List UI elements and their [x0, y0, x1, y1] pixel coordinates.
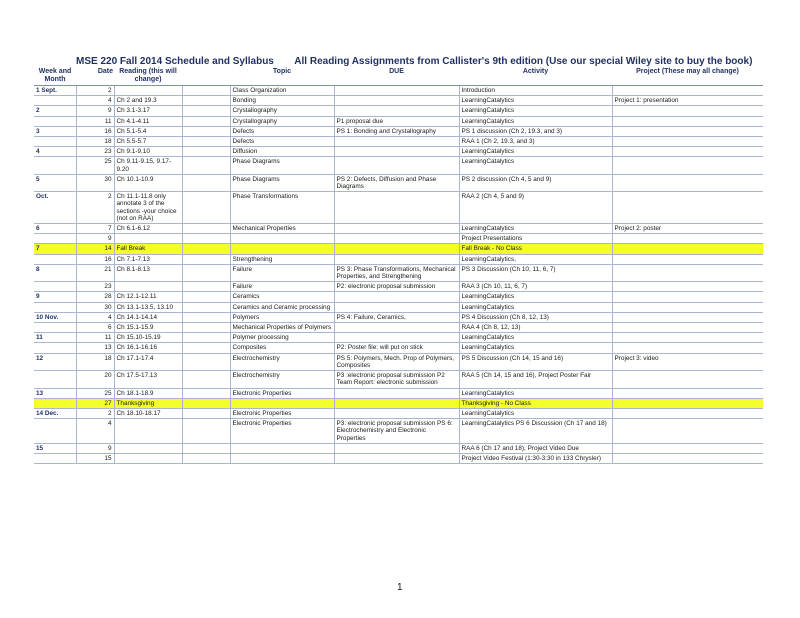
topic-cell: Crystallography: [230, 106, 334, 116]
activity-cell: LearningCatalytics: [459, 224, 612, 234]
reading-cell: [114, 86, 182, 96]
topic-cell: Electronic Properties: [230, 419, 334, 444]
date-cell: 27: [76, 398, 114, 408]
reading-cell: Ch 10.1-10.9: [114, 174, 182, 191]
reading-cell: Ch 15.1-15.9: [114, 323, 182, 333]
table-row: [34, 264, 763, 281]
activity-cell: Thanksgiving - No Class: [459, 398, 612, 408]
date-cell: 7: [76, 224, 114, 234]
week-cell: [34, 302, 76, 312]
spacer-cell: [182, 343, 230, 353]
project-cell: [612, 323, 763, 333]
topic-cell: [230, 234, 334, 244]
header-project: Project (These may all change): [612, 67, 763, 86]
project-cell: [612, 398, 763, 408]
project-cell: [612, 234, 763, 244]
project-cell: Project 3: video: [612, 353, 763, 370]
spacer-cell: [182, 234, 230, 244]
table-row: [34, 254, 763, 264]
spacer-cell: [182, 333, 230, 343]
project-cell: [612, 254, 763, 264]
topic-cell: Defects: [230, 126, 334, 136]
topic-cell: Bonding: [230, 96, 334, 106]
activity-cell: PS 5 Discussion (Ch 14, 15 and 16): [459, 353, 612, 370]
week-cell: 10 Nov.: [34, 312, 76, 322]
week-cell: [34, 419, 76, 444]
topic-cell: Electrochemistry: [230, 371, 334, 388]
reading-cell: Ch 5.5-5.7: [114, 137, 182, 147]
spacer-cell: [182, 244, 230, 254]
date-cell: 16: [76, 126, 114, 136]
due-cell: [334, 147, 459, 157]
week-cell: 9: [34, 292, 76, 302]
activity-cell: PS 3 Discussion (Ch 10, 11, 6, 7): [459, 264, 612, 281]
date-cell: 2: [76, 192, 114, 224]
spacer-cell: [182, 419, 230, 444]
week-cell: [34, 323, 76, 333]
week-cell: 7: [34, 244, 76, 254]
project-cell: [612, 292, 763, 302]
week-cell: [34, 398, 76, 408]
due-cell: [334, 106, 459, 116]
header-activity: Activity: [459, 67, 612, 86]
spacer-cell: [182, 292, 230, 302]
table-row: [34, 244, 763, 254]
spacer-cell: [182, 137, 230, 147]
date-cell: 16: [76, 254, 114, 264]
reading-cell: Ch 15.10-15.19: [114, 333, 182, 343]
date-cell: 9: [76, 106, 114, 116]
week-cell: [34, 116, 76, 126]
activity-cell: Fall Break - No Class: [459, 244, 612, 254]
project-cell: [612, 264, 763, 281]
spacer-cell: [182, 353, 230, 370]
topic-cell: Class Organization: [230, 86, 334, 96]
week-cell: [34, 371, 76, 388]
due-cell: PS 3: Phase Transformations, Mechanical Properties, and Strengthening: [334, 264, 459, 281]
reading-cell: Ch 8.1-8.13: [114, 264, 182, 281]
date-cell: 13: [76, 343, 114, 353]
spacer-cell: [182, 147, 230, 157]
activity-cell: PS 4 Discussion (Ch 8, 12, 13): [459, 312, 612, 322]
spacer-cell: [182, 126, 230, 136]
topic-cell: Failure: [230, 282, 334, 292]
topic-cell: Polymers: [230, 312, 334, 322]
due-cell: [334, 302, 459, 312]
table-row: [34, 126, 763, 136]
topic-cell: Strengthening: [230, 254, 334, 264]
due-cell: P2: Poster file: will put on stick: [334, 343, 459, 353]
reading-cell: [114, 234, 182, 244]
date-cell: 20: [76, 371, 114, 388]
project-cell: [612, 419, 763, 444]
reading-cell: Thanksgiving: [114, 398, 182, 408]
date-cell: 2: [76, 408, 114, 418]
spacer-cell: [182, 86, 230, 96]
project-cell: Project 1: presentation: [612, 96, 763, 106]
week-cell: 2: [34, 106, 76, 116]
topic-cell: Electronic Properties: [230, 408, 334, 418]
reading-cell: Ch 18.1-18.9: [114, 388, 182, 398]
due-cell: PS 1: Bonding and Crystallography: [334, 126, 459, 136]
project-cell: [612, 126, 763, 136]
activity-cell: LearningCatalytics,: [459, 254, 612, 264]
document-title: [76, 56, 770, 67]
due-cell: [334, 157, 459, 174]
week-cell: [34, 157, 76, 174]
spacer-cell: [182, 323, 230, 333]
topic-cell: Phase Diagrams: [230, 157, 334, 174]
activity-cell: LearningCatalytics: [459, 302, 612, 312]
project-cell: [612, 147, 763, 157]
header-week: Week and Month: [34, 67, 76, 86]
due-cell: [334, 323, 459, 333]
week-cell: 4: [34, 147, 76, 157]
activity-cell: PS 2 discussion (Ch 4, 5 and 9): [459, 174, 612, 191]
reading-cell: Ch 4.1-4.11: [114, 116, 182, 126]
date-cell: 15: [76, 453, 114, 463]
due-cell: [334, 96, 459, 106]
week-cell: 14 Dec.: [34, 408, 76, 418]
project-cell: [612, 106, 763, 116]
date-cell: 25: [76, 157, 114, 174]
due-cell: P1 proposal due: [334, 116, 459, 126]
week-cell: 11: [34, 333, 76, 343]
activity-cell: RAA 1 (Ch 2, 19.3, and 3): [459, 137, 612, 147]
spacer-cell: [182, 157, 230, 174]
week-cell: 8: [34, 264, 76, 281]
date-cell: 14: [76, 244, 114, 254]
title-reading-note: All Reading Assignments from Callister's 9th edition (Use our special Wiley site to buy the book): [294, 56, 753, 67]
week-cell: 5: [34, 174, 76, 191]
date-cell: 4: [76, 96, 114, 106]
table-row: [34, 323, 763, 333]
activity-cell: RAA 6 (Ch 17 and 18), Project Video Due: [459, 443, 612, 453]
spacer-cell: [182, 443, 230, 453]
due-cell: [334, 224, 459, 234]
date-cell: 11: [76, 333, 114, 343]
date-cell: 4: [76, 419, 114, 444]
reading-cell: [114, 282, 182, 292]
date-cell: 30: [76, 302, 114, 312]
table-row: [34, 106, 763, 116]
date-cell: 6: [76, 323, 114, 333]
table-row: [34, 371, 763, 388]
reading-cell: Ch 11.1-11.8 only annotate 3 of the sections -your choice (not on RAA): [114, 192, 182, 224]
table-row: [34, 443, 763, 453]
activity-cell: LearningCatalytics: [459, 333, 612, 343]
project-cell: Project 2: poster: [612, 224, 763, 234]
project-cell: [612, 312, 763, 322]
header-reading: Reading (this will change): [114, 67, 182, 86]
spacer-cell: [182, 282, 230, 292]
table-row: [34, 224, 763, 234]
due-cell: [334, 408, 459, 418]
activity-cell: LearningCatalytics: [459, 116, 612, 126]
week-cell: [34, 343, 76, 353]
week-cell: 12: [34, 353, 76, 370]
topic-cell: Failure: [230, 264, 334, 281]
topic-cell: Polymer processing: [230, 333, 334, 343]
project-cell: [612, 333, 763, 343]
table-row: [34, 343, 763, 353]
table-row: [34, 147, 763, 157]
spacer-cell: [182, 453, 230, 463]
reading-cell: Ch 16.1-16.16: [114, 343, 182, 353]
table-row: [34, 398, 763, 408]
reading-cell: [114, 453, 182, 463]
activity-cell: Introduction: [459, 86, 612, 96]
table-row: [34, 388, 763, 398]
topic-cell: Mechanical Properties of Polymers: [230, 323, 334, 333]
date-cell: 2: [76, 86, 114, 96]
due-cell: [334, 137, 459, 147]
project-cell: [612, 174, 763, 191]
table-row: [34, 408, 763, 418]
project-cell: [612, 86, 763, 96]
activity-cell: LearningCatalytics: [459, 292, 612, 302]
topic-cell: Electronic Properties: [230, 388, 334, 398]
due-cell: PS 2: Defects, Diffusion and Phase Diagrams: [334, 174, 459, 191]
schedule-table: [34, 67, 763, 464]
week-cell: [34, 96, 76, 106]
activity-cell: LearningCatalytics: [459, 408, 612, 418]
reading-cell: Fall Break: [114, 244, 182, 254]
table-row: [34, 292, 763, 302]
week-cell: [34, 282, 76, 292]
date-cell: 23: [76, 282, 114, 292]
spacer-cell: [182, 371, 230, 388]
activity-cell: LearningCatalytics: [459, 106, 612, 116]
spacer-cell: [182, 398, 230, 408]
table-row: [34, 234, 763, 244]
reading-cell: Ch 5.1-5.4: [114, 126, 182, 136]
topic-cell: Electrochemistry: [230, 353, 334, 370]
spacer-cell: [182, 116, 230, 126]
project-cell: [612, 371, 763, 388]
week-cell: [34, 453, 76, 463]
due-cell: P3: electronic proposal submission PS 6: Electrochemistry and Electronic Properties: [334, 419, 459, 444]
project-cell: [612, 244, 763, 254]
topic-cell: [230, 244, 334, 254]
activity-cell: RAA 2 (Ch 4, 5 and 9): [459, 192, 612, 224]
table-row: [34, 192, 763, 224]
project-cell: [612, 343, 763, 353]
activity-cell: LearningCatalytics: [459, 343, 612, 353]
reading-cell: [114, 419, 182, 444]
table-row: [34, 453, 763, 463]
header-date: Date: [76, 67, 114, 86]
reading-cell: Ch 18.10-18.17: [114, 408, 182, 418]
date-cell: 30: [76, 174, 114, 191]
topic-cell: Mechanical Properties: [230, 224, 334, 234]
topic-cell: Phase Diagrams: [230, 174, 334, 191]
due-cell: [334, 254, 459, 264]
spacer-cell: [182, 96, 230, 106]
table-row: [34, 116, 763, 126]
date-cell: 25: [76, 388, 114, 398]
project-cell: [612, 408, 763, 418]
table-row: [34, 86, 763, 96]
table-row: [34, 312, 763, 322]
table-row: [34, 282, 763, 292]
date-cell: 4: [76, 312, 114, 322]
topic-cell: Crystallography: [230, 116, 334, 126]
spacer-cell: [182, 106, 230, 116]
page-number: 1: [397, 582, 403, 593]
week-cell: 6: [34, 224, 76, 234]
week-cell: 13: [34, 388, 76, 398]
project-cell: [612, 453, 763, 463]
table-row: [34, 96, 763, 106]
header-due: DUE: [334, 67, 459, 86]
date-cell: 9: [76, 234, 114, 244]
activity-cell: Project Video Festival (1:30-3:30 in 133 Chrysler): [459, 453, 612, 463]
table-header-row: [34, 67, 763, 86]
topic-cell: [230, 453, 334, 463]
topic-cell: Diffusion: [230, 147, 334, 157]
reading-cell: Ch 13.1-13.5, 13.10: [114, 302, 182, 312]
due-cell: PS 4: Failure, Ceramics,: [334, 312, 459, 322]
topic-cell: Defects: [230, 137, 334, 147]
date-cell: 21: [76, 264, 114, 281]
reading-cell: Ch 2 and 19.3: [114, 96, 182, 106]
week-cell: 1 Sept.: [34, 86, 76, 96]
table-row: [34, 353, 763, 370]
topic-cell: Phase Transformations: [230, 192, 334, 224]
due-cell: [334, 292, 459, 302]
topic-cell: Ceramics: [230, 292, 334, 302]
project-cell: [612, 388, 763, 398]
activity-cell: LearningCatalytics: [459, 96, 612, 106]
date-cell: 18: [76, 353, 114, 370]
spacer-cell: [182, 302, 230, 312]
spacer-cell: [182, 224, 230, 234]
activity-cell: LearningCatalytics PS 6 Discussion (Ch 17 and 18): [459, 419, 612, 444]
reading-cell: Ch 9.11-9.15, 9.17-9.20: [114, 157, 182, 174]
week-cell: [34, 137, 76, 147]
activity-cell: PS 1 discussion (Ch 2, 19.3, and 3): [459, 126, 612, 136]
week-cell: 3: [34, 126, 76, 136]
activity-cell: RAA 5 (Ch 14, 15 and 16), Project Poster Fair: [459, 371, 612, 388]
table-row: [34, 419, 763, 444]
week-cell: Oct.: [34, 192, 76, 224]
table-row: [34, 333, 763, 343]
reading-cell: [114, 443, 182, 453]
activity-cell: RAA 4 (Ch 8, 12, 13): [459, 323, 612, 333]
date-cell: 9: [76, 443, 114, 453]
project-cell: [612, 137, 763, 147]
reading-cell: Ch 14.1-14.14: [114, 312, 182, 322]
topic-cell: [230, 443, 334, 453]
reading-cell: Ch 17.1-17.4: [114, 353, 182, 370]
date-cell: 11: [76, 116, 114, 126]
project-cell: [612, 192, 763, 224]
schedule-body: [34, 86, 763, 464]
due-cell: [334, 398, 459, 408]
table-row: [34, 302, 763, 312]
header-topic: Topic: [230, 67, 334, 86]
spacer-cell: [182, 388, 230, 398]
due-cell: [334, 333, 459, 343]
title-course: MSE 220 Fall 2014 Schedule and Syllabus: [76, 56, 274, 67]
activity-cell: LearningCatalytics: [459, 147, 612, 157]
reading-cell: Ch 7.1-7.13: [114, 254, 182, 264]
reading-cell: Ch 9.1-9.10: [114, 147, 182, 157]
week-cell: 15: [34, 443, 76, 453]
table-row: [34, 174, 763, 191]
project-cell: [612, 116, 763, 126]
spacer-cell: [182, 264, 230, 281]
project-cell: [612, 282, 763, 292]
date-cell: 23: [76, 147, 114, 157]
table-row: [34, 157, 763, 174]
due-cell: P2: electronic proposal submission: [334, 282, 459, 292]
project-cell: [612, 157, 763, 174]
reading-cell: Ch 6.1-6.12: [114, 224, 182, 234]
date-cell: 18: [76, 137, 114, 147]
activity-cell: Project Presentations: [459, 234, 612, 244]
reading-cell: Ch 17.5-17.13: [114, 371, 182, 388]
week-cell: [34, 234, 76, 244]
activity-cell: LearningCatalytics: [459, 157, 612, 174]
project-cell: [612, 443, 763, 453]
due-cell: [334, 388, 459, 398]
due-cell: [334, 244, 459, 254]
topic-cell: Composites: [230, 343, 334, 353]
due-cell: [334, 192, 459, 224]
activity-cell: RAA 3 (Ch 10, 11, 6, 7): [459, 282, 612, 292]
due-cell: [334, 453, 459, 463]
due-cell: [334, 443, 459, 453]
due-cell: PS 5: Polymers, Mech. Prop of Polymers, Composites: [334, 353, 459, 370]
project-cell: [612, 302, 763, 312]
reading-cell: Ch 12.1-12.11: [114, 292, 182, 302]
spacer-cell: [182, 174, 230, 191]
topic-cell: [230, 398, 334, 408]
spacer-cell: [182, 408, 230, 418]
due-cell: [334, 86, 459, 96]
spacer-cell: [182, 192, 230, 224]
week-cell: [34, 254, 76, 264]
spacer-cell: [182, 312, 230, 322]
due-cell: P3 :electronic proposal submission P2 Team Report: electronic submission: [334, 371, 459, 388]
activity-cell: LearningCatalytics: [459, 388, 612, 398]
header-spacer: [182, 67, 230, 86]
due-cell: [334, 234, 459, 244]
date-cell: 28: [76, 292, 114, 302]
reading-cell: Ch 3.1-3.17: [114, 106, 182, 116]
topic-cell: Ceramics and Ceramic processing: [230, 302, 334, 312]
table-row: [34, 137, 763, 147]
spacer-cell: [182, 254, 230, 264]
